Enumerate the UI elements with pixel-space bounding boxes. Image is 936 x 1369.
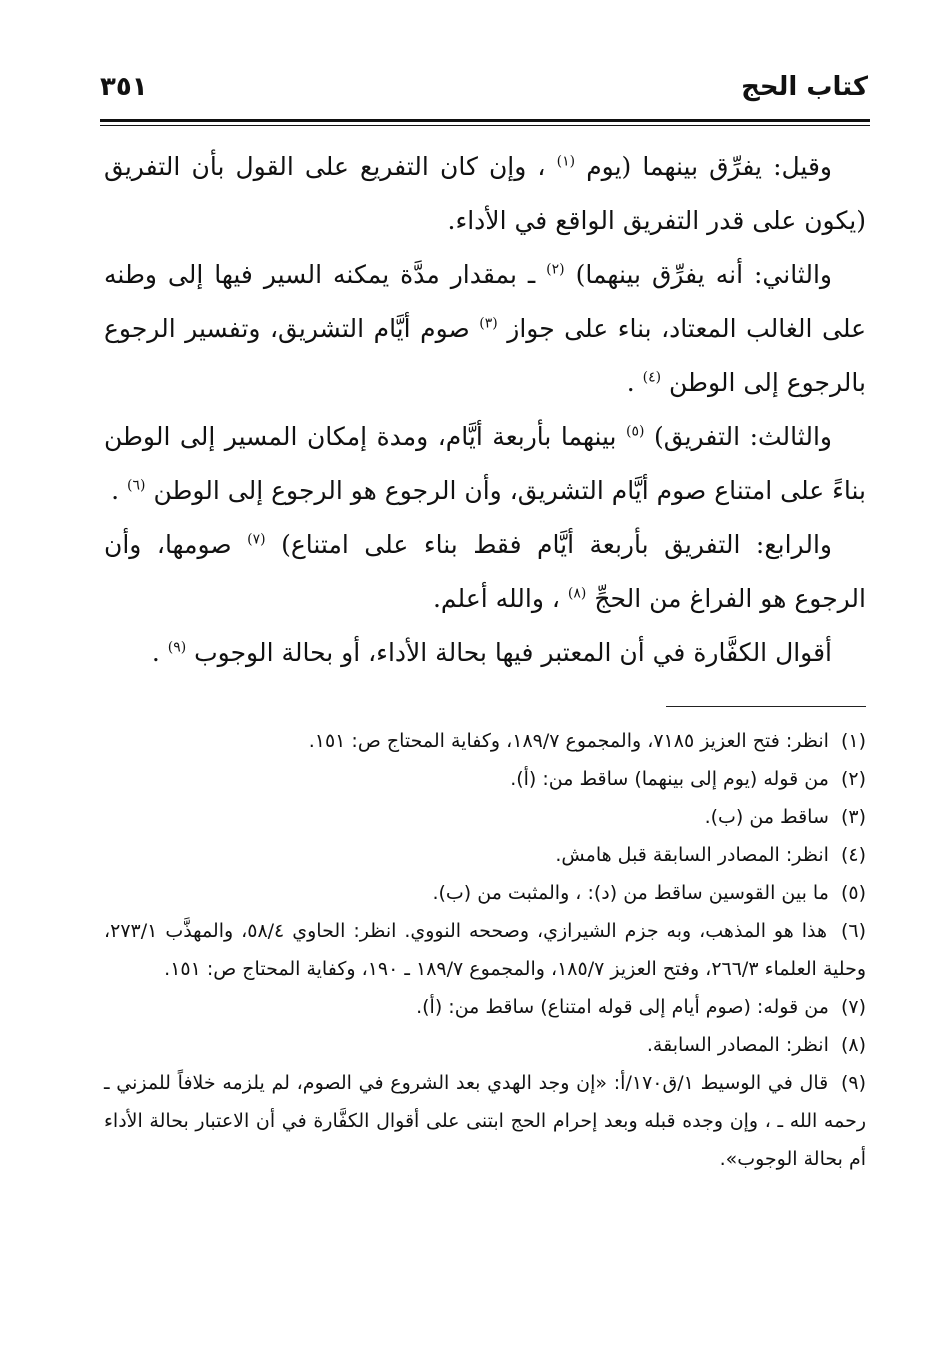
paragraph-text: ، والله أعلم. [432, 584, 560, 613]
header-rule-thin [100, 125, 870, 126]
footnote [104, 1064, 866, 1178]
footnote-separator-line [666, 706, 866, 707]
paragraph-text: أقوال الكفَّارة في أن المعتبر فيها بحالة الأداء، أو بحالة الوجوب [194, 638, 832, 667]
paragraph-text: صوم أيَّام التشريق، وتفسير الرجوع بالرجوع إلى الوطن [104, 314, 866, 397]
paragraph-text: بينهما بأربعة أيَّام، ومدة إمكان المسير إلى الوطن بناءً على امتناع صوم أيَّام التشريق، وأن الرجوع هو الرجوع إلى الوطن [104, 422, 866, 505]
footnote-marker: (٤) [642, 369, 662, 386]
paragraph [104, 518, 866, 626]
footnote [104, 836, 866, 874]
footnote-text: ساقط من (ب). [704, 806, 829, 828]
footnote-number: (٢) [840, 768, 866, 790]
paragraph [104, 626, 866, 680]
footnote-text: ما بين القوسين ساقط من (د): ، والمثبت من (ب). [432, 882, 829, 904]
footnote-marker: (٥) [626, 423, 645, 440]
footnote-number: (٩) [840, 1072, 866, 1094]
running-head: كتاب الحج [741, 72, 868, 102]
footnote [104, 1026, 866, 1064]
footnote-number: (٤) [840, 844, 866, 866]
footnote-marker: (٧) [247, 531, 266, 548]
footnote-number: (٦) [840, 920, 866, 942]
footnote [104, 760, 866, 798]
footnote-marker: (٨) [567, 585, 587, 602]
footnote [104, 874, 866, 912]
footnote-number: (٣) [840, 806, 866, 828]
page-number: ٣٥١ [100, 72, 148, 102]
paragraph [104, 410, 866, 518]
footnote-text: قال في الوسيط ١/ق١٧٠/أ: «إن وجد الهدي بعد الشروع في الصوم، لم يلزمه خلافاً للمزني ـ رحمه الله ـ ، وإن وجده قبله وبعد إحرام الحج ابتنى على أقوال الكفَّارة في أن الاعتبار بحالة الأداء أم بحالة الوجوب». [104, 1072, 866, 1170]
footnote-text: من قوله (يوم إلى بينهما) ساقط من: (أ). [510, 768, 829, 790]
footnote [104, 988, 866, 1026]
footnote [104, 912, 866, 988]
footnote-text: من قوله: (صوم أيام إلى قوله امتناع) ساقط من: (أ). [416, 996, 829, 1018]
page-header [100, 72, 868, 118]
paragraph-text: والثاني: أنه يفرِّق بينهما) [575, 260, 832, 289]
paragraph-text: . [626, 368, 635, 397]
footnote-number: (١) [840, 730, 866, 752]
paragraph-text: والرابع: التفريق بأربعة أيَّام فقط بناء على امتناع) [281, 530, 832, 559]
paragraph-text: ، وإن كان التفريع على القول بأن التفريق (يكون على قدر التفريق الواقع في الأداء. [104, 152, 866, 235]
header-rule-thick [100, 119, 870, 122]
footnote [104, 798, 866, 836]
footnote-text: انظر: المصادر السابقة قبل هامش. [555, 844, 829, 866]
paragraph-text: وقيل: يفرِّق بينهما (يوم [586, 152, 832, 181]
footnote-text: انظر: فتح العزيز ٧١٨٥، والمجموع ١٨٩/٧، وكفاية المحتاج ص: ١٥١. [308, 730, 829, 752]
paragraph-text: صومها، وأن الرجوع هو الفراغ من الحجِّ [104, 530, 866, 613]
footnote-marker: (٢) [546, 261, 565, 278]
paragraph [104, 140, 866, 248]
footnote-marker: (٩) [167, 639, 187, 656]
main-text [104, 140, 866, 680]
footnote-marker: (٦) [127, 477, 146, 494]
paragraph-text: . [151, 638, 160, 667]
footnote-marker: (٣) [479, 315, 498, 332]
footnote-number: (٥) [840, 882, 866, 904]
footnote-number: (٧) [840, 996, 866, 1018]
footnote [104, 722, 866, 760]
footnote-text: هذا هو المذهب، وبه جزم الشيرازي، وصححه النووي. انظر: الحاوي ٥٨/٤، والمهذَّب ٢٧٣/١، وحلية العلماء ٢٦٦/٣، وفتح العزيز ١٨٥/٧، والمجموع ١٨٩/٧ ـ ١٩٠، وكفاية المحتاج ص: ١٥١. [104, 920, 866, 980]
paragraph [104, 248, 866, 410]
paragraph-text: . [111, 476, 120, 505]
paragraph-text: ـ بمقدار مدَّة يمكنه السير فيها إلى وطنه على الغالب المعتاد، بناء على جواز [104, 260, 867, 343]
footnote-marker: (١) [556, 153, 576, 170]
paragraph-text: والثالث: التفريق) [653, 422, 832, 451]
footnote-number: (٨) [840, 1034, 866, 1056]
footnote-text: انظر: المصادر السابقة. [646, 1034, 829, 1056]
footnotes [104, 722, 866, 1178]
